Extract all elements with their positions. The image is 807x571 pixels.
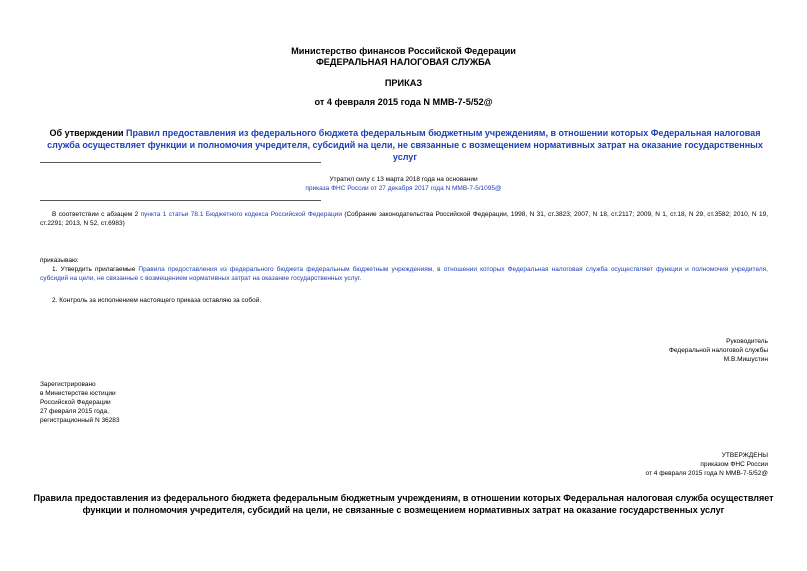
service-title: ФЕДЕРАЛЬНАЯ НАЛОГОВАЯ СЛУЖБА xyxy=(315,57,492,67)
order-heading: приказываю: xyxy=(40,257,79,264)
document-date: от 4 февраля 2015 года N ММВ-7-5/52@ xyxy=(314,97,493,107)
approval-block xyxy=(646,451,768,478)
ministry-title: Министерство финансов Российской Федерации xyxy=(291,46,516,56)
order-item-1 xyxy=(40,265,768,283)
basis-suffix: (Собрание законодательства Российской Федерации, 1998, N 31, ст.3823; 2007, N 18, ст.2117; 2009, N 1, ст.18, N 29, ст.3582; 2010, N 19, ст.2291; 2013, N 52, ст.6983) xyxy=(40,211,769,227)
item1-prefix: 1. Утвердить прилагаемые xyxy=(52,266,139,273)
document-subject xyxy=(40,127,770,163)
registration-line: в Министерстве юстиции xyxy=(40,390,116,397)
rules-title: Правила предоставления из федерального бюджета федеральным бюджетным учреждениям, в отношении которых Федеральная налоговая служба осуществляет функции и полномочия учредителя, субсидий на цели, не связанные с возмещением нормативных затрат на оказание государственных услуг xyxy=(33,493,774,515)
signature-block xyxy=(669,337,768,364)
signer-organization: Федеральной налоговой службы xyxy=(668,347,768,354)
registration-line: 27 февраля 2015 года, xyxy=(40,408,109,415)
order-item-2: 2. Контроль за исполнением настоящего приказа оставляю за собой. xyxy=(52,297,262,304)
registration-line: Российской Федерации xyxy=(40,399,111,406)
signer-position: Руководитель xyxy=(726,338,768,345)
registration-line: регистрационный N 36283 xyxy=(40,417,120,424)
approval-line: приказом ФНС России xyxy=(700,461,768,468)
basis-link[interactable]: пункта 1 статьи 78.1 Бюджетного кодекса Российской Федерации xyxy=(140,211,342,218)
registration-line: Зарегистрировано xyxy=(40,381,96,388)
basis-paragraph xyxy=(40,210,768,228)
document-type: ПРИКАЗ xyxy=(384,78,423,88)
item1-suffix: . xyxy=(359,275,362,282)
separator-bottom xyxy=(40,200,321,201)
lapsed-link[interactable]: приказа ФНС России от 27 декабря 2017 года N ММВ-7-5/1095@ xyxy=(305,185,502,192)
lapsed-note xyxy=(0,175,807,193)
registration-block xyxy=(40,380,120,425)
lapsed-line: Утратил силу с 13 марта 2018 года на основании xyxy=(329,176,478,183)
subject-link[interactable]: Правил предоставления из федерального бюджета федеральным бюджетным учреждениям, в отношении которых Федеральная налоговая служба осуществляет функции и полномочия учредителя, субсидий на цели, не связанные с возмещением нормативных затрат на оказание государственных услуг xyxy=(47,128,763,162)
item1-link[interactable]: Правила предоставления из федерального бюджета федеральным бюджетным учреждениям, в отношении которых Федеральная налоговая служба осуществляет функции и полномочия учредителя, субсидий на цели, не связанные с возмещением нормативных затрат на оказание государственных услуг xyxy=(40,266,768,282)
signer-name: М.В.Мишустин xyxy=(723,356,768,363)
subject-prefix: Об утверждении xyxy=(49,128,127,138)
approval-line: УТВЕРЖДЕНЫ xyxy=(721,452,768,459)
approval-line: от 4 февраля 2015 года N ММВ-7-5/52@ xyxy=(645,470,768,477)
basis-prefix: В соответствии с абзацем 2 xyxy=(52,211,141,218)
separator-top xyxy=(40,162,321,163)
